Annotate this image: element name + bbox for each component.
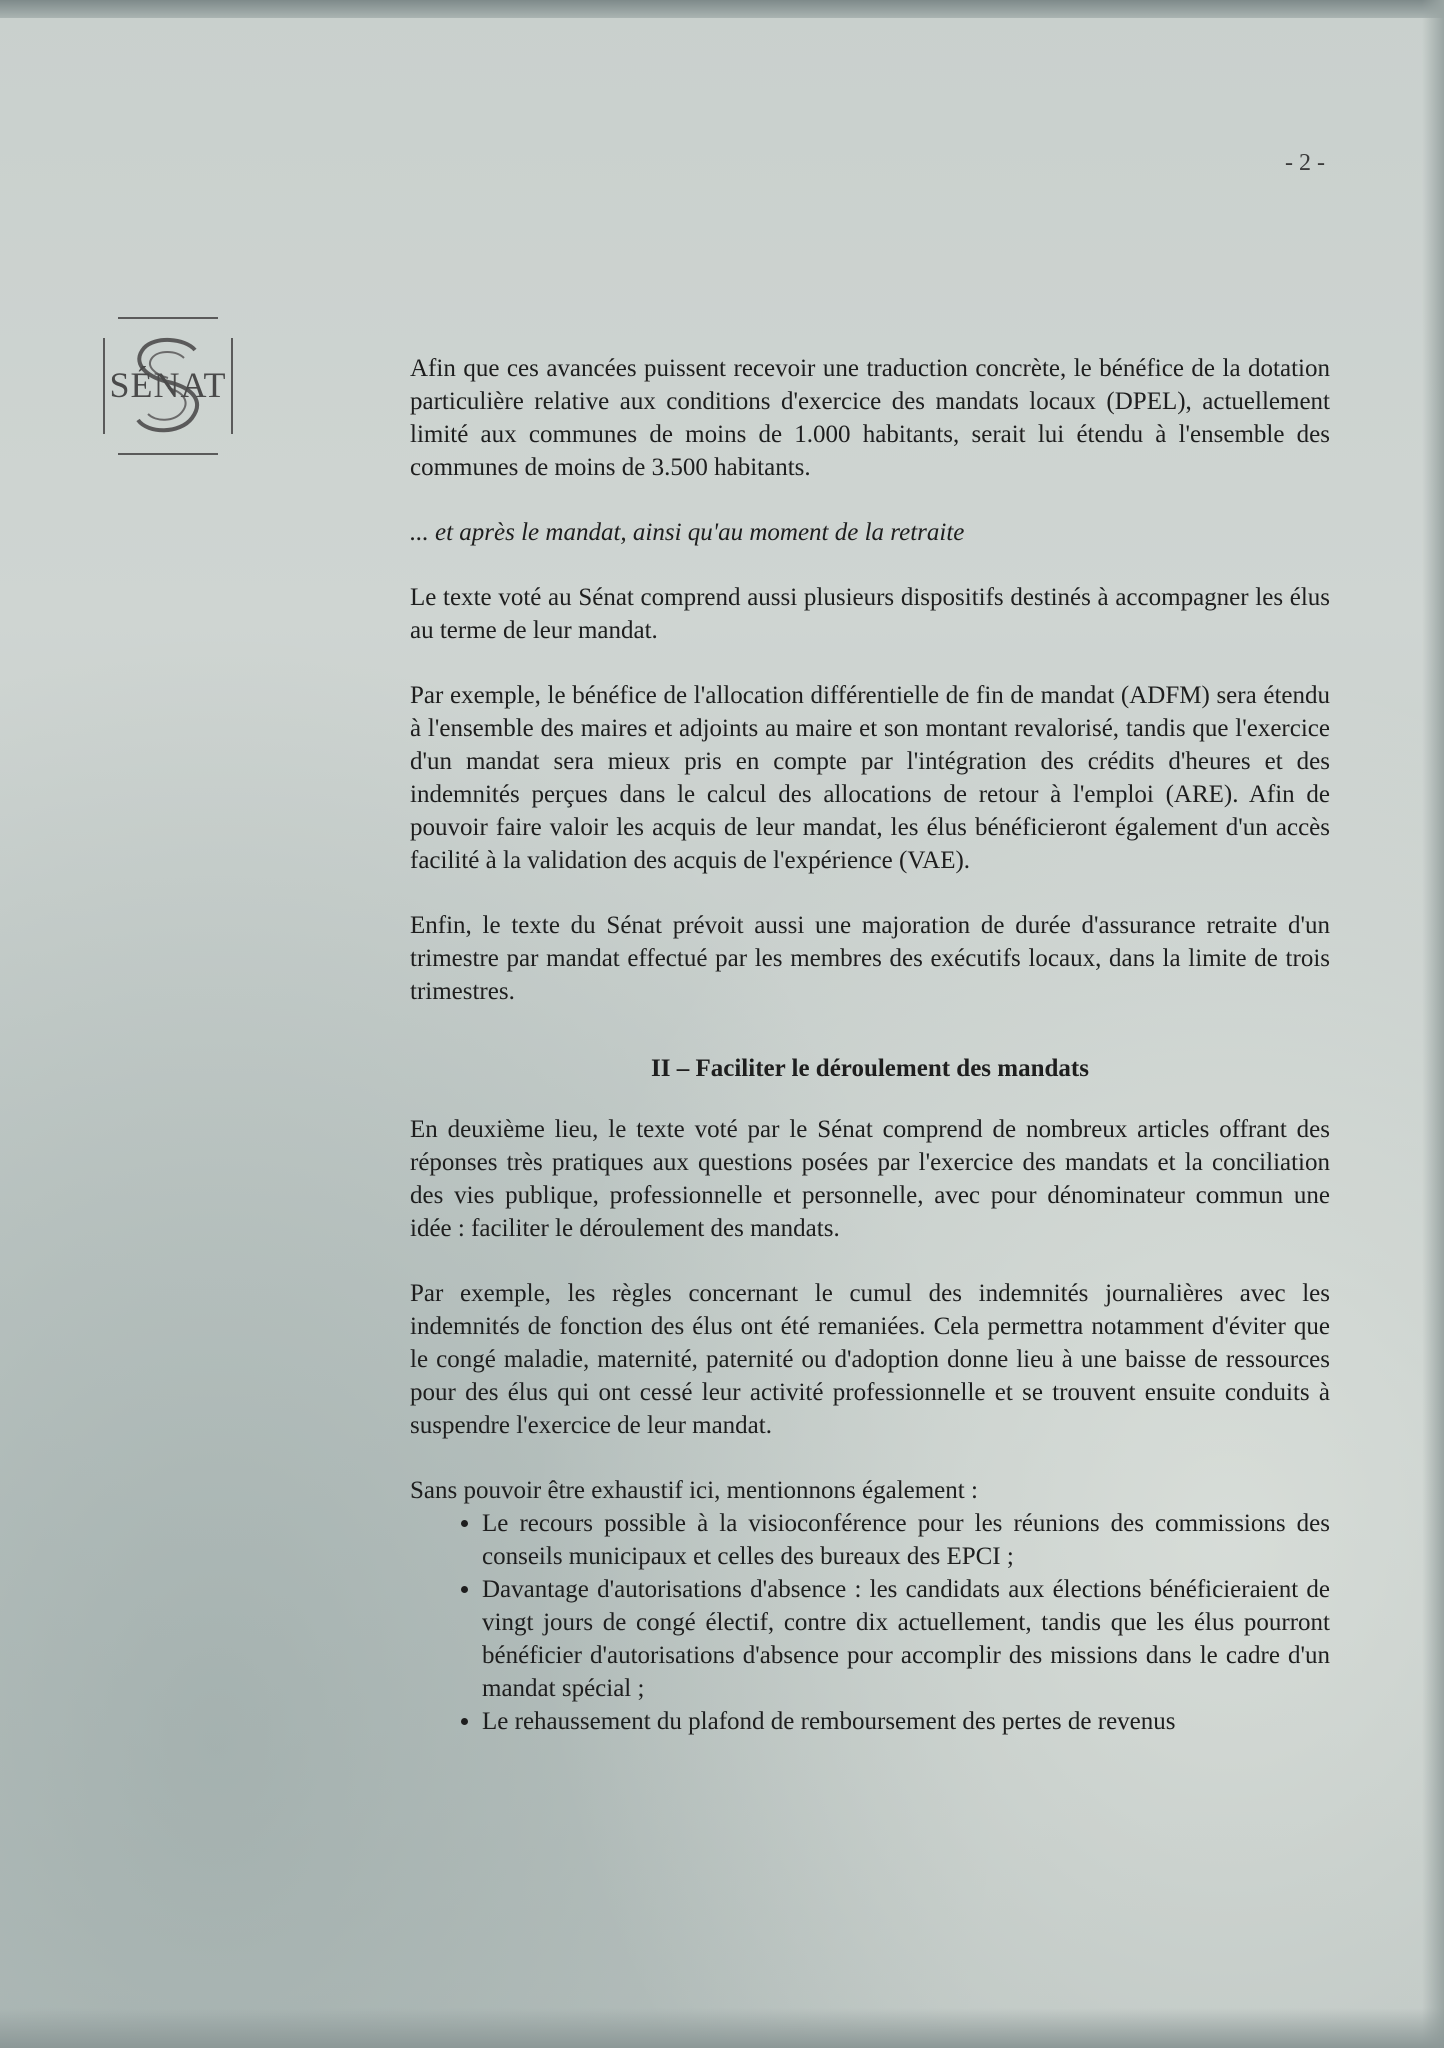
paragraph-list-intro: Sans pouvoir être exhaustif ici, mentionnons également : bbox=[410, 1477, 978, 1504]
measures-list bbox=[410, 1507, 1330, 1738]
list-item: • Le recours possible à la visioconférence pour les réunions des commissions des conseils municipaux et celles des bureaux des EPCI ; bbox=[482, 1507, 1330, 1573]
senat-logo bbox=[100, 316, 236, 456]
paragraph-adfm: Par exemple, le bénéfice de l'allocation différentielle de fin de mandat (ADFM) sera étendu à l'ensemble des maires et adjoints au maire et son montant revalorisé, tandis que l'exercice d'un mandat sera mieux pris en compte par l'intégration des crédits d'heures et des indemnités perçues dans le calcul des allocations de retour à l'emploi (ARE). Afin de pouvoir faire valoir les acquis de leur mandat, les élus bénéficieront également d'un accès facilité à la validation des acquis de l'expérience (VAE). bbox=[410, 682, 1330, 874]
paragraph-dpel: Afin que ces avancées puissent recevoir une traduction concrète, le bénéfice de la dotation particulière relative aux conditions d'exercice des mandats locaux (DPEL), actuellement limité aux communes de moins de 1.000 habitants, serait lui étendu à l'ensemble des communes de moins de 3.500 habitants. bbox=[410, 355, 1330, 481]
paragraph-indemnities: Par exemple, les règles concernant le cumul des indemnités journalières avec les indemnités de fonction des élus ont été remaniées. Cela permettra notamment d'éviter que le congé maladie, maternité, paternité ou d'adoption donne lieu à une baisse de ressources pour des élus qui ont cessé leur activité professionnelle et se trouvent ensuite conduits à suspendre l'exercice de leur mandat. bbox=[410, 1280, 1330, 1439]
section-heading: II – Faciliter le déroulement des mandats bbox=[651, 1055, 1089, 1082]
right-edge-shadow bbox=[1422, 0, 1444, 2048]
paragraph-retirement: Enfin, le texte du Sénat prévoit aussi une majoration de durée d'assurance retraite d'un trimestre par mandat effectué par les membres des exécutifs locaux, dans la limite de trois trimestres. bbox=[410, 912, 1330, 1005]
subheading-after-mandate: ... et après le mandat, ainsi qu'au moment de la retraite bbox=[410, 519, 965, 546]
paragraph-accompany: Le texte voté au Sénat comprend aussi plusieurs dispositifs destinés à accompagner les élus au terme de leur mandat. bbox=[410, 584, 1330, 644]
document-body bbox=[410, 352, 1330, 1738]
top-shadow bbox=[0, 0, 1444, 18]
list-item: • Davantage d'autorisations d'absence : les candidats aux élections bénéficieraient de vingt jours de congé électif, contre dix actuellement, tandis que les élus pourront bénéficier d'autorisations d'absence pour accomplir des missions dans le cadre d'un mandat spécial ; bbox=[482, 1573, 1330, 1705]
list-item: • Le rehaussement du plafond de remboursement des pertes de revenus bbox=[482, 1705, 1330, 1738]
senat-logo-text: SÉNAT bbox=[109, 365, 227, 405]
bottom-edge-shadow bbox=[0, 2008, 1444, 2048]
page-number: - 2 - bbox=[1285, 150, 1325, 176]
paragraph-second-point: En deuxième lieu, le texte voté par le Sénat comprend de nombreux articles offrant des réponses très pratiques aux questions posées par l'exercice des mandats et la conciliation des vies publique, professionnelle et personnelle, avec pour dénominateur commun une idée : faciliter le déroulement des mandats. bbox=[410, 1116, 1330, 1242]
